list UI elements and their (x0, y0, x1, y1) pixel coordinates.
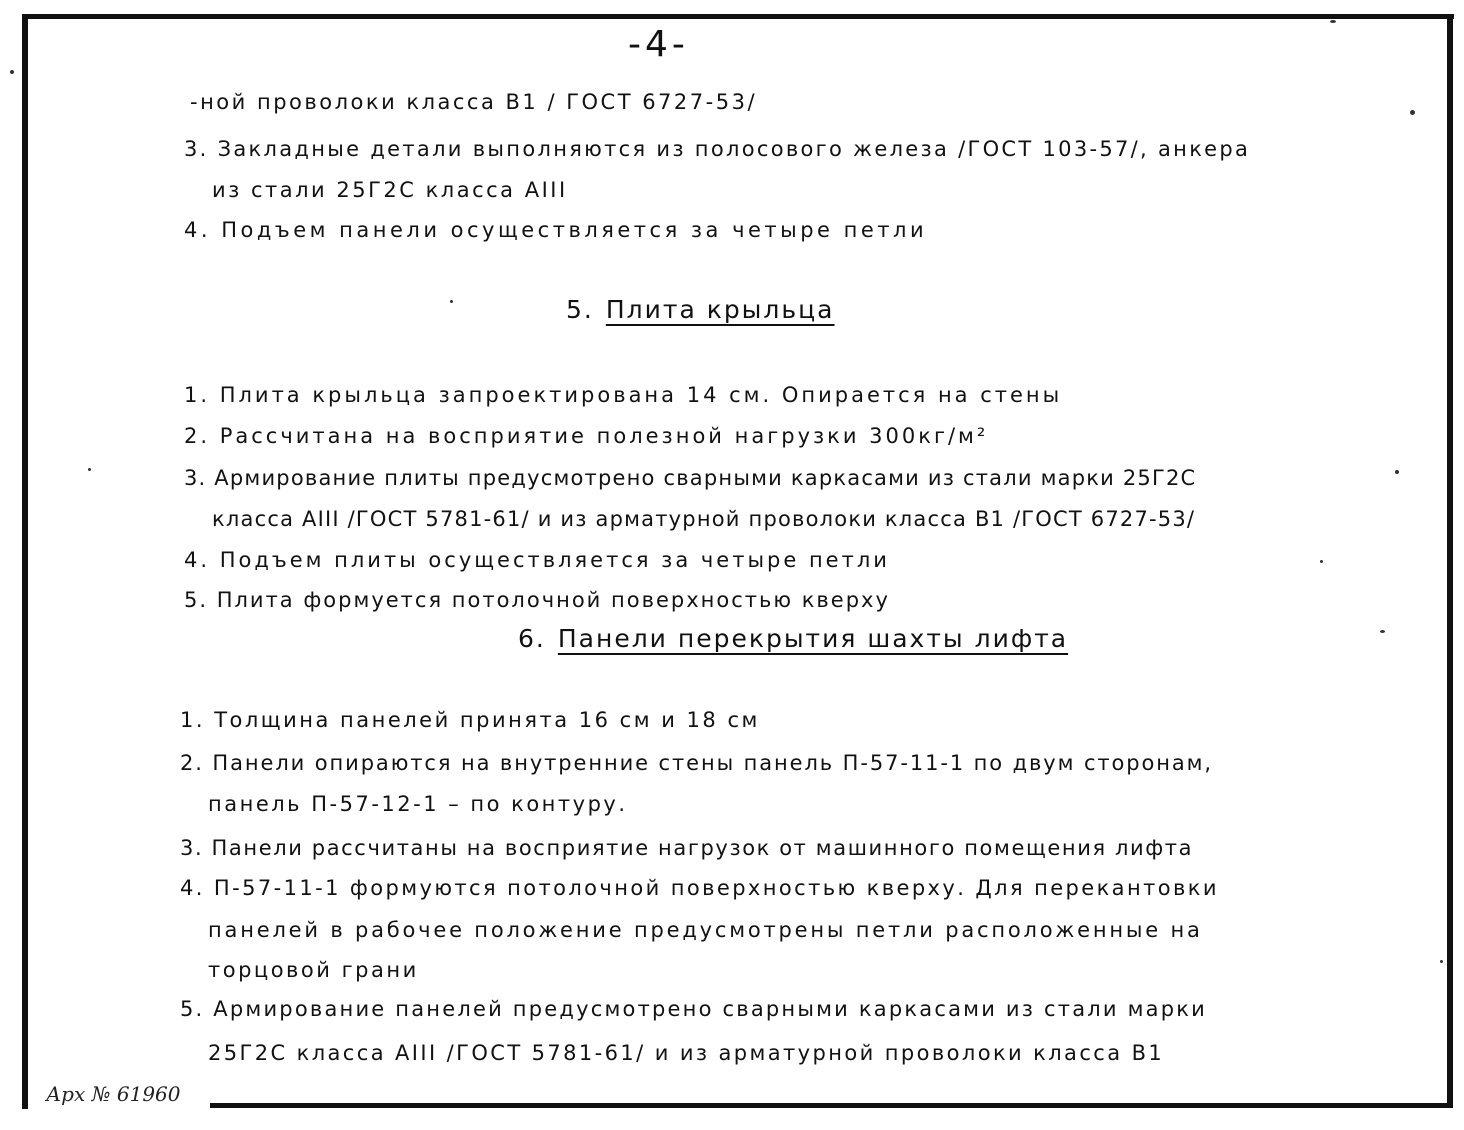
scan-speck (1440, 960, 1443, 963)
section-6-item: 2. Панели опираются на внутренние стены панель П-57-11-1 по двум сторонам, (180, 751, 1213, 775)
text-line: 3. Закладные детали выполняются из полосового железа /ГОСТ 103-57/, анкера (184, 137, 1251, 161)
scan-speck (450, 300, 453, 303)
scan-speck (88, 468, 91, 471)
scan-speck (1395, 470, 1399, 474)
scan-speck (10, 70, 14, 74)
scan-speck (1380, 630, 1385, 633)
section-6-title: Панели перекрытия шахты лифта (557, 624, 1069, 653)
frame-right-border (1447, 14, 1453, 1106)
archive-number: Арх № 61960 (46, 1082, 181, 1106)
section-6-item: 1. Толщина панелей принята 16 см и 18 см (180, 708, 760, 732)
section-6-item: торцовой грани (208, 958, 419, 982)
scan-speck (1410, 110, 1415, 115)
section-6-heading (518, 624, 1068, 653)
text-line: 4. Подъем панели осуществляется за четыре петли (184, 218, 928, 242)
section-6-item: 5. Армирование панелей предусмотрено сварными каркасами из стали марки (180, 997, 1207, 1021)
section-5-number: 5. (566, 295, 594, 324)
section-6-item: панель П-57-12-1 – по контуру. (208, 792, 628, 816)
section-5-item: 1. Плита крыльца запроектирована 14 см. Опирается на стены (184, 383, 1063, 407)
section-6-item: 3. Панели рассчитаны на восприятие нагрузок от машинного помещения лифта (180, 836, 1194, 860)
section-5-item: 4. Подъем плиты осуществляется за четыре петли (184, 548, 890, 572)
section-5-heading (566, 295, 834, 324)
section-5-item: 5. Плита формуется потолочной поверхностью кверху (184, 588, 890, 612)
frame-top-border (22, 14, 1454, 19)
scan-speck (1320, 560, 1323, 563)
frame-bottom-border (210, 1103, 1453, 1108)
scan-speck (1330, 20, 1336, 23)
section-5-item: 3. Армирование плиты предусмотрено сварными каркасами из стали марки 25Г2С (184, 466, 1197, 490)
text-line: из стали 25Г2С класса АIII (212, 178, 568, 202)
section-5-item: класса АIII /ГОСТ 5781-61/ и из арматурной проволоки класса В1 /ГОСТ 6727-53/ (212, 507, 1196, 531)
section-6-item: 4. П-57-11-1 формуются потолочной поверхностью кверху. Для перекантовки (180, 876, 1219, 900)
section-6-number: 6. (518, 624, 546, 653)
section-6-item: панелей в рабочее положение предусмотрены петли расположенные на (208, 918, 1203, 942)
page-number: -4- (628, 24, 689, 65)
text-line: -ной проволоки класса В1 / ГОСТ 6727-53/ (190, 90, 758, 114)
section-6-item: 25Г2С класса АIII /ГОСТ 5781-61/ и из арматурной проволоки класса В1 (208, 1041, 1165, 1065)
frame-left-border (22, 14, 28, 1109)
section-5-title: Плита крыльца (605, 295, 835, 324)
section-5-item: 2. Рассчитана на восприятие полезной нагрузки 300кг/м² (184, 424, 989, 448)
